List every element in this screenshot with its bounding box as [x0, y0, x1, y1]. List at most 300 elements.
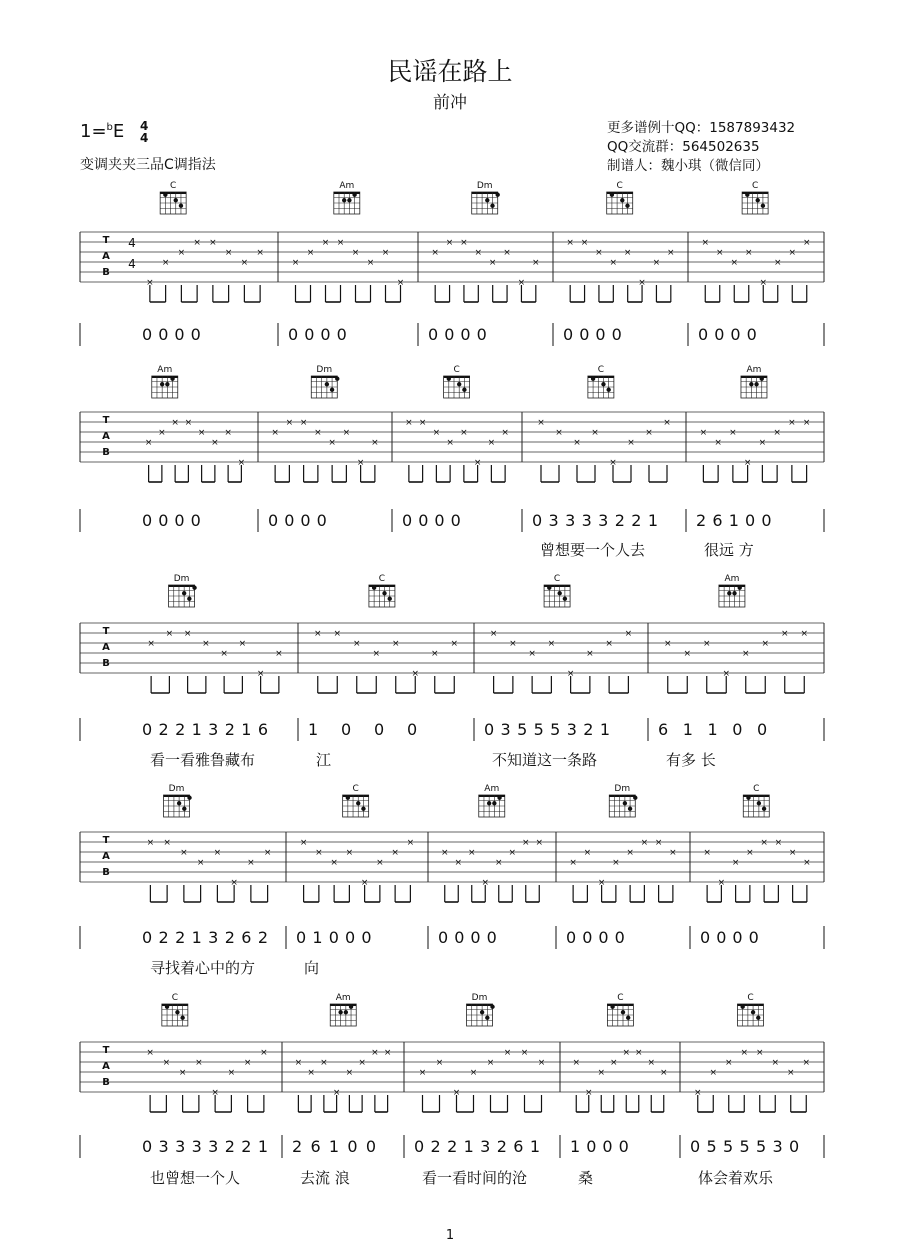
tab-note-mark: × [237, 458, 246, 468]
tab-note-mark: × [299, 838, 308, 848]
tab-note-mark: × [517, 278, 526, 288]
chord-finger-dot [346, 796, 350, 800]
chord-finger-dot [623, 801, 627, 805]
tab-note-mark: × [440, 848, 449, 858]
tab-note-mark: × [663, 639, 672, 649]
lyric-line: 曾想要一个人去 [540, 541, 646, 559]
tab-note-mark: × [591, 428, 599, 438]
time-denominator: 4 [140, 131, 149, 145]
chord-diagram [467, 1004, 495, 1026]
chord-finger-dot [621, 1010, 625, 1014]
tab-note-mark: × [352, 639, 361, 649]
tab-note-mark: × [391, 848, 399, 858]
tab-note-mark: × [371, 1048, 379, 1058]
chord-finger-dot [388, 597, 392, 601]
tab-note-mark: × [345, 848, 354, 858]
jianpu-notes: 0 0 0 0 [402, 511, 461, 530]
chord-finger-dot [177, 801, 181, 805]
tab-note-mark: × [566, 238, 574, 248]
tab-note-mark: × [450, 639, 459, 649]
time-numerator: 4 [140, 119, 149, 133]
tab-note-mark: × [800, 629, 809, 639]
chord-name: Am [335, 993, 351, 1003]
chord-finger-dot [606, 388, 610, 392]
chord-name: Dm [471, 993, 488, 1003]
tab-label-a: A [102, 642, 110, 653]
chord-finger-dot [179, 204, 183, 208]
lyric-line: 有多 长 [666, 751, 716, 769]
chord-finger-dot [344, 1010, 348, 1014]
tab-note-mark: × [788, 418, 796, 428]
jianpu-notes: 0 2 2 1 3 2 1 6 [142, 720, 268, 739]
chord-finger-dot [361, 807, 365, 811]
tab-note-mark: × [162, 1058, 171, 1068]
chord-finger-dot [762, 807, 766, 811]
tab-note-mark: × [744, 248, 753, 258]
chord-name: Dm [316, 365, 333, 375]
tab-note-mark: × [802, 418, 811, 428]
chord-finger-dot [738, 586, 742, 590]
tab-note-mark: × [647, 1058, 656, 1068]
more-scores-qq: 更多谱例十QQ：1587893432 [607, 120, 796, 136]
chord-finger-dot [182, 591, 186, 595]
tab-note-mark: × [609, 1058, 618, 1068]
chord-finger-dot [182, 807, 186, 811]
tab-note-mark: × [196, 858, 205, 868]
chord-name: C [616, 181, 623, 191]
tab-note-mark: × [774, 838, 783, 848]
chord-diagram [334, 192, 360, 214]
chord-name: Am [724, 574, 740, 584]
chord-diagram [343, 795, 369, 817]
tab-note-mark: × [330, 858, 338, 868]
tab-note-mark: × [314, 428, 322, 438]
tab-note-mark: × [652, 258, 661, 268]
tab-note-mark: × [780, 629, 789, 639]
jianpu-notes: 0 0 0 0 [428, 325, 487, 344]
chord-name: C [352, 784, 359, 794]
chord-name: C [751, 181, 759, 191]
tab-note-mark: × [333, 629, 342, 639]
chord-diagram [737, 1004, 763, 1026]
tab-note-mark: × [693, 1088, 702, 1098]
tab-note-mark: × [213, 848, 222, 858]
chord-finger-dot [497, 796, 501, 800]
tab-note-mark: × [669, 848, 677, 858]
tab-note-mark: × [626, 848, 634, 858]
tab-note-mark: × [431, 248, 439, 258]
chord-diagram [444, 376, 470, 398]
chord-finger-dot [192, 586, 196, 590]
chord-diagram [369, 585, 395, 607]
chord-finger-dot [633, 796, 637, 800]
tab-note-mark: × [452, 1088, 461, 1098]
tab-note-mark: × [356, 458, 365, 468]
chord-diagram [152, 376, 178, 398]
chord-diagram [160, 192, 186, 214]
tab-label-t: T [102, 415, 110, 426]
jianpu-notes: 6 1 1 0 0 [658, 720, 768, 739]
tab-label-b: B [102, 658, 110, 669]
key-note: E [112, 121, 125, 142]
jianpu-notes: 0 1 0 0 0 [296, 928, 372, 947]
chord-finger-dot [591, 377, 595, 381]
chord-name: Am [746, 365, 762, 375]
tab-note-mark: × [376, 858, 384, 868]
tab-note-mark: × [528, 649, 536, 659]
tab-note-mark: × [299, 418, 308, 428]
chord-name: C [617, 993, 624, 1003]
chord-name: Dm [173, 574, 190, 584]
chord-diagram [479, 795, 505, 817]
tab-note-mark: × [803, 858, 811, 868]
chord-finger-dot [485, 1016, 489, 1020]
tab-label-t: T [102, 626, 110, 637]
tab-note-mark: × [473, 458, 482, 468]
tab-note-mark: × [383, 1048, 392, 1058]
tab-note-mark: × [609, 258, 618, 268]
tab-note-mark: × [788, 848, 797, 858]
tab-note-mark: × [275, 649, 283, 659]
tab-note-mark: × [197, 428, 206, 438]
chord-finger-dot [382, 591, 386, 595]
tab-note-mark: × [435, 1058, 444, 1068]
jianpu-notes: 0 0 0 0 [288, 325, 347, 344]
tab-note-mark: × [537, 1058, 546, 1068]
tab-note-mark: × [294, 1058, 303, 1068]
chord-diagram [169, 585, 197, 607]
tab-note-mark: × [238, 639, 247, 649]
jianpu-notes: 0 0 0 0 [142, 511, 201, 530]
tab-note-mark: × [722, 669, 731, 679]
tab-note-mark: × [147, 639, 155, 649]
tab-note-mark: × [487, 438, 496, 448]
tab-note-mark: × [786, 1068, 795, 1078]
chord-finger-dot [746, 796, 750, 800]
tab-label-t: T [102, 1045, 110, 1056]
chord-finger-dot [756, 198, 760, 202]
tab-note-mark: × [715, 248, 724, 258]
tab-note-mark: × [195, 1058, 203, 1068]
tab-label-a: A [102, 851, 110, 862]
chord-finger-dot [760, 377, 764, 381]
tab-note-mark: × [743, 458, 752, 468]
tab-note-mark: × [532, 258, 540, 268]
tab-note-mark: × [320, 1058, 328, 1068]
chord-finger-dot [496, 193, 500, 197]
chord-finger-dot [342, 198, 346, 202]
tab-note-mark: × [609, 458, 617, 468]
jianpu-notes: 0 0 0 0 [563, 325, 622, 344]
tab-note-mark: × [243, 1058, 252, 1068]
tab-label-b: B [102, 867, 110, 878]
tab-note-mark: × [163, 838, 171, 848]
chord-name: C [597, 365, 605, 375]
chord-finger-dot [487, 801, 491, 805]
tab-note-mark: × [144, 438, 153, 448]
chord-name: C [170, 181, 177, 191]
tab-note-mark: × [569, 858, 577, 868]
tab-label-b: B [102, 267, 110, 278]
tab-note-mark: × [411, 669, 420, 679]
tab-note-mark: × [634, 1048, 643, 1058]
tab-note-mark: × [595, 248, 603, 258]
tab-note-mark: × [489, 629, 498, 639]
lyric-line: 也曾想一个人 [150, 1169, 241, 1187]
chord-name: C [747, 993, 754, 1003]
tab-note-mark: × [180, 848, 188, 858]
chord-finger-dot [749, 382, 753, 386]
tab-note-mark: × [730, 258, 739, 268]
tab-note-mark: × [503, 248, 511, 258]
tab-note-mark: × [622, 1048, 631, 1058]
tab-note-mark: × [146, 278, 154, 288]
lyric-line: 看一看时间的沧 [422, 1169, 528, 1187]
tab-note-mark: × [724, 1058, 733, 1068]
lyric-line: 江 [316, 751, 332, 769]
tab-note-mark: × [224, 428, 232, 438]
tab-note-mark: × [193, 238, 201, 248]
tab-note-mark: × [623, 248, 632, 258]
chord-finger-dot [447, 377, 451, 381]
chord-finger-dot [165, 382, 169, 386]
tab-note-mark: × [418, 1068, 427, 1078]
chord-finger-dot [349, 1005, 353, 1009]
chord-diagram [607, 192, 633, 214]
chord-finger-dot [547, 586, 551, 590]
lyric-line: 体会着欢乐 [698, 1169, 774, 1187]
tab-note-mark: × [263, 848, 272, 858]
chord-finger-dot [180, 1016, 184, 1020]
chord-finger-dot [372, 586, 376, 590]
tab-note-mark: × [146, 838, 155, 848]
chord-finger-dot [174, 198, 178, 202]
chord-finger-dot [626, 1016, 630, 1020]
tab-note-mark: × [535, 838, 544, 848]
chord-finger-dot [352, 193, 356, 197]
chord-diagram [742, 192, 768, 214]
tab-note-mark: × [740, 1048, 749, 1058]
jianpu-notes: 1 0 0 0 [570, 1137, 629, 1156]
chord-finger-dot [480, 1010, 484, 1014]
tab-note-mark: × [746, 848, 754, 858]
page-number: 1 [445, 1228, 455, 1243]
chord-finger-dot [601, 382, 605, 386]
tab-note-mark: × [430, 649, 439, 659]
chord-finger-dot [163, 193, 167, 197]
tab-label-a: A [102, 1061, 110, 1072]
chord-finger-dot [563, 597, 567, 601]
chord-name: Am [484, 784, 500, 794]
score-maker: 制谱人：魏小琪（微信同） [607, 158, 769, 174]
chord-finger-dot [761, 204, 765, 208]
tab-note-mark: × [699, 428, 708, 438]
chord-finger-dot [620, 198, 624, 202]
jianpu-notes: 0 5 5 5 5 3 0 [690, 1137, 800, 1156]
tab-note-mark: × [396, 278, 405, 288]
flat-sign: b [106, 122, 113, 133]
chord-finger-dot [356, 801, 360, 805]
tab-note-mark: × [445, 238, 454, 248]
tab-note-mark: × [802, 238, 811, 248]
chord-diagram [164, 795, 192, 817]
chord-finger-dot [457, 382, 461, 386]
lyric-line: 很远 方 [704, 541, 754, 559]
jianpu-notes: 0 0 0 0 [268, 511, 327, 530]
chord-finger-dot [187, 796, 191, 800]
tab-note-mark: × [645, 428, 653, 438]
chord-finger-dot [625, 204, 629, 208]
chord-finger-dot [170, 377, 174, 381]
chord-name: C [171, 993, 178, 1003]
tab-note-mark: × [573, 438, 581, 448]
tab-note-mark: × [342, 428, 351, 438]
chord-diagram [607, 1004, 633, 1026]
tab-note-mark: × [211, 438, 219, 448]
lyric-line: 看一看雅鲁藏布 [150, 751, 256, 769]
chord-finger-dot [330, 388, 334, 392]
tab-note-mark: × [467, 848, 476, 858]
tab-note-mark: × [345, 1068, 354, 1078]
chord-finger-dot [756, 1016, 760, 1020]
chord-finger-dot [187, 597, 191, 601]
chord-finger-dot [485, 198, 489, 202]
tab-note-mark: × [256, 248, 264, 258]
tab-note-mark: × [372, 649, 381, 659]
tab-note-mark: × [351, 248, 360, 258]
tab-note-mark: × [638, 278, 646, 288]
tab-note-mark: × [360, 878, 369, 888]
lyric-line: 不知道这一条路 [492, 751, 598, 769]
jianpu-notes: 0 0 0 0 [438, 928, 497, 947]
tab-note-mark: × [703, 848, 711, 858]
tab-note-mark: × [488, 258, 497, 268]
tab-note-mark: × [520, 1048, 529, 1058]
tab-note-mark: × [161, 258, 170, 268]
tab-note-mark: × [469, 1068, 478, 1078]
jianpu-notes: 0 0 0 0 [566, 928, 625, 947]
chord-name: Am [339, 181, 355, 191]
chord-finger-dot [745, 193, 749, 197]
tab-note-mark: × [418, 418, 427, 428]
tab-note-mark: × [220, 649, 228, 659]
chord-finger-dot [727, 591, 731, 595]
tab-note-mark: × [224, 248, 233, 258]
tab-time-numerator: 4 [128, 236, 136, 250]
tab-note-mark: × [432, 428, 441, 438]
tab-note-mark: × [240, 258, 249, 268]
chord-diagram [741, 376, 767, 398]
tab-note-mark: × [321, 238, 330, 248]
capo-note: 变调夹夹三品C调指法 [80, 157, 216, 173]
chord-diagram [311, 376, 339, 398]
tab-note-mark: × [381, 248, 390, 258]
chord-finger-dot [165, 1005, 169, 1009]
tab-note-mark: × [659, 1068, 668, 1078]
tab-note-mark: × [760, 838, 768, 848]
qq-group: QQ交流群：564502635 [607, 139, 760, 155]
jianpu-notes: 0 0 0 0 [142, 325, 201, 344]
jianpu-notes: 0 0 0 0 [698, 325, 757, 344]
tab-note-mark: × [761, 639, 770, 649]
tab-note-mark: × [146, 1048, 154, 1058]
tab-note-mark: × [586, 649, 594, 659]
chord-name: Dm [614, 784, 631, 794]
tab-note-mark: × [366, 258, 375, 268]
tab-note-mark: × [714, 438, 722, 448]
jianpu-notes: 2 6 1 0 0 [292, 1137, 376, 1156]
chord-finger-dot [557, 591, 561, 595]
tab-note-mark: × [460, 428, 468, 438]
tab-note-mark: × [406, 838, 415, 848]
tab-note-mark: × [605, 639, 613, 649]
chord-finger-dot [757, 801, 761, 805]
tab-time-denominator: 4 [128, 257, 136, 271]
tab-note-mark: × [315, 848, 323, 858]
tab-note-mark: × [597, 1068, 606, 1078]
lyric-line: 向 [304, 959, 320, 977]
chord-finger-dot [754, 382, 758, 386]
tab-note-mark: × [336, 238, 345, 248]
tab-label-a: A [102, 431, 110, 442]
tab-note-mark: × [313, 629, 322, 639]
chord-name: C [553, 574, 561, 584]
tab-note-mark: × [731, 858, 740, 868]
tab-note-mark: × [627, 438, 635, 448]
tab-note-mark: × [612, 858, 620, 868]
chord-finger-dot [462, 388, 466, 392]
tab-note-mark: × [358, 1058, 366, 1068]
tab-note-mark: × [260, 1048, 268, 1058]
tab-note-mark: × [597, 878, 606, 888]
tab-note-mark: × [332, 1088, 341, 1098]
song-title: 民谣在路上 [387, 57, 513, 86]
chord-finger-dot [740, 1005, 744, 1009]
jianpu-notes: 0 2 2 1 3 2 6 1 [414, 1137, 540, 1156]
tab-note-mark: × [683, 649, 692, 659]
jianpu-notes: 0 3 3 3 3 2 2 1 [532, 511, 658, 530]
tab-note-mark: × [580, 238, 589, 248]
chord-name: C [453, 365, 460, 375]
tab-note-mark: × [624, 629, 633, 639]
tab-note-mark: × [405, 418, 413, 428]
tab-note-mark: × [758, 438, 767, 448]
chord-finger-dot [628, 807, 632, 811]
tab-note-mark: × [178, 1068, 187, 1078]
tab-note-mark: × [640, 838, 649, 848]
tab-note-mark: × [759, 278, 768, 288]
lyric-line: 去流 浪 [300, 1169, 350, 1187]
chord-name: C [753, 784, 760, 794]
tab-note-mark: × [717, 878, 726, 888]
tab-note-mark: × [663, 418, 671, 428]
tab-note-mark: × [165, 629, 174, 639]
chord-finger-dot [335, 377, 339, 381]
chord-diagram [609, 795, 637, 817]
tab-note-mark: × [509, 639, 517, 649]
chord-diagram [743, 795, 769, 817]
tab-note-mark: × [271, 428, 279, 438]
tab-note-mark: × [391, 639, 400, 649]
chord-diagram [719, 585, 745, 607]
tab-note-mark: × [183, 629, 192, 639]
tab-label-b: B [102, 1077, 110, 1088]
tab-note-mark: × [460, 238, 468, 248]
tab-note-mark: × [486, 1058, 495, 1068]
tab-note-mark: × [256, 669, 265, 679]
jianpu-notes: 0 3 5 5 5 3 2 1 [484, 720, 610, 739]
tab-note-mark: × [501, 428, 509, 438]
